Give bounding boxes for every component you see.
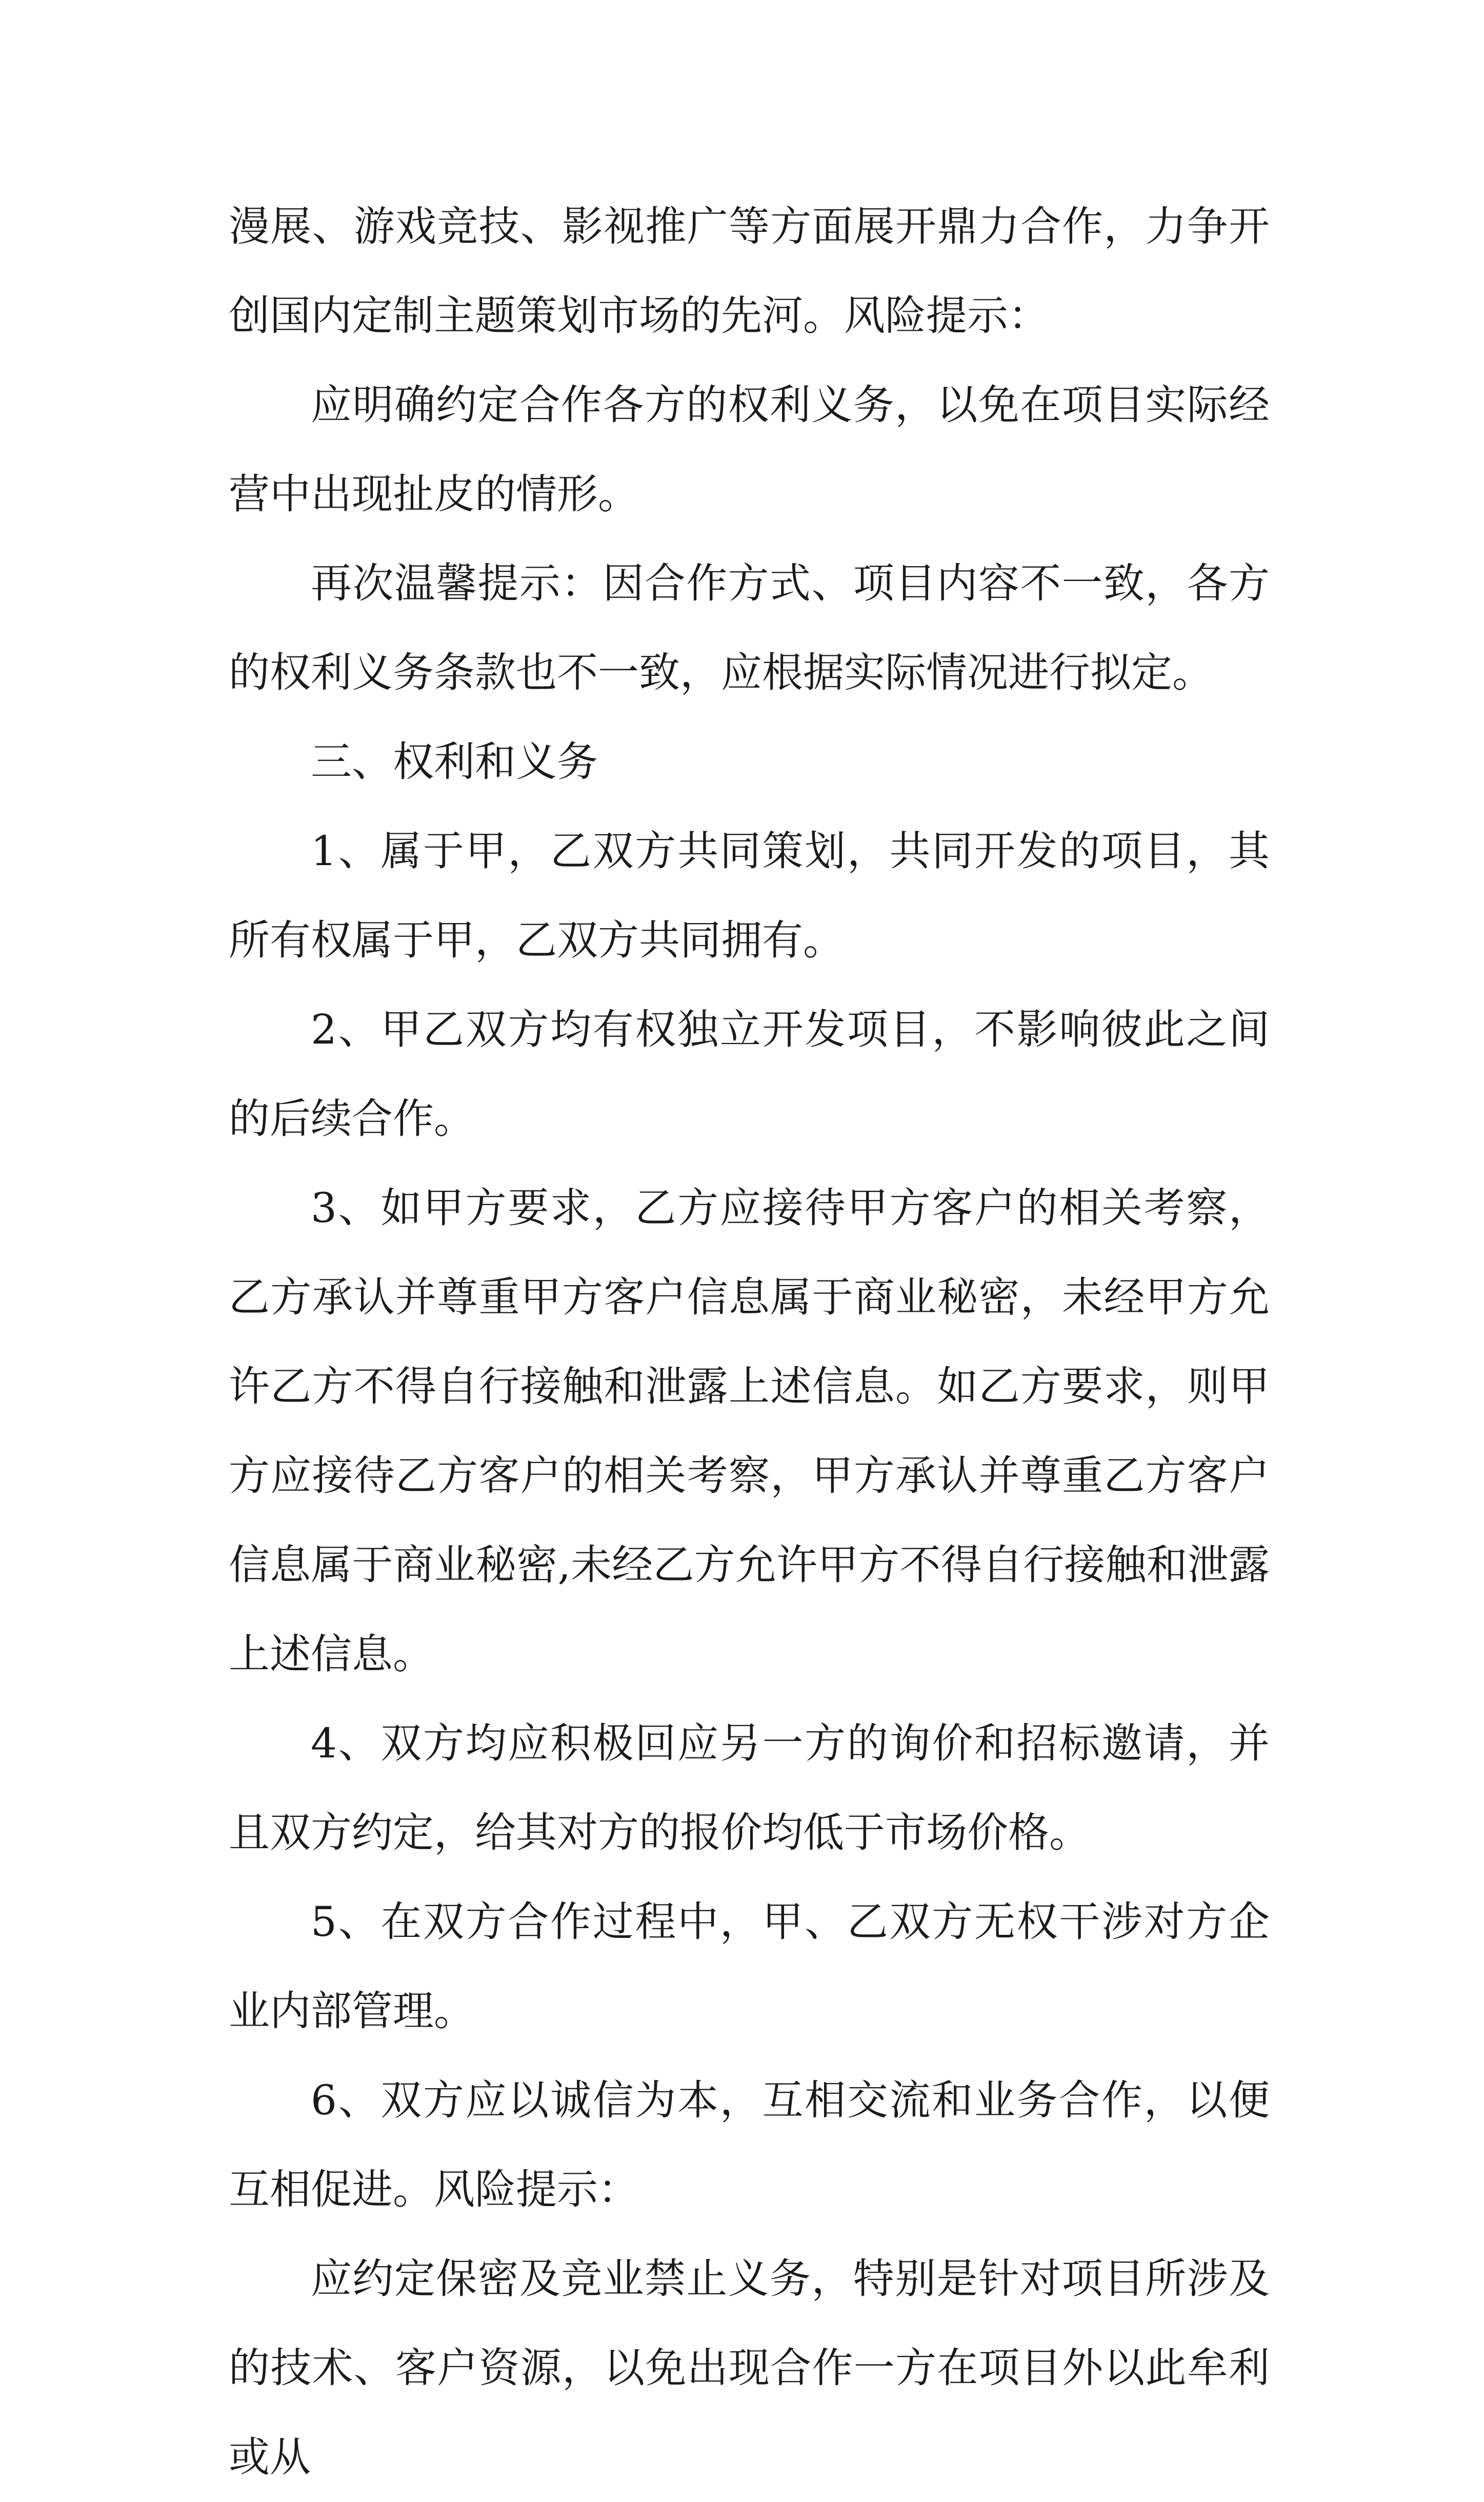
paragraph: 6、双方应以诚信为本，互相交流和业务合作，以便互相促进。风险提示： xyxy=(229,2076,1270,2213)
paragraph: 3、如甲方要求，乙方应接待甲方客户的相关考察，乙方承认并尊重甲方客户信息属于商业秘密，未经甲方允许乙方不得自行接触和泄露上述信息。如乙方要求，则甲方应接待乙方客户的相关考察，甲方承认并尊重乙方客户信息属于商业秘密,未经乙方允许甲方不得自行接触和泄露上述信息。 xyxy=(229,1184,1270,1678)
section-heading: 三、权利和义务 xyxy=(311,738,598,786)
document-body xyxy=(229,182,1270,2502)
paragraph: 2、甲乙双方均有权独立开发项目，不影响彼此之间的后续合作。 xyxy=(229,1006,1270,1143)
paragraph: 应明确约定合作各方的权利义务，以免在项目实际经营中出现扯皮的情形。 xyxy=(229,381,1270,518)
paragraph: 1、属于甲，乙双方共同策划，共同开发的项目，其所有权属于甲，乙双方共同拥有。 xyxy=(229,827,1270,964)
paragraph: 漫展、游戏竞技、影视推广等方面展开鼎力合作，力争开创国内定制主题策划市场的先河。风险提示： xyxy=(229,203,1270,339)
paragraph: 4、双方均应积极回应另一方的询价和招标邀请，并且双方约定，给其对方的报价均低于市场价格。 xyxy=(229,1719,1270,1856)
paragraph: 应约定保密及竞业禁止义务，特别是针对项目所涉及的技术、客户资源，以免出现合作一方在项目外以此牟利或从 xyxy=(229,2255,1270,2481)
paragraph: 再次温馨提示：因合作方式、项目内容不一致，各方的权利义务条款也不一致，应根据实际情况进行拟定。 xyxy=(229,559,1270,696)
paragraph: 5、在双方合作过程中，甲、乙双方无权干涉对方企业内部管理。 xyxy=(229,1898,1270,2035)
